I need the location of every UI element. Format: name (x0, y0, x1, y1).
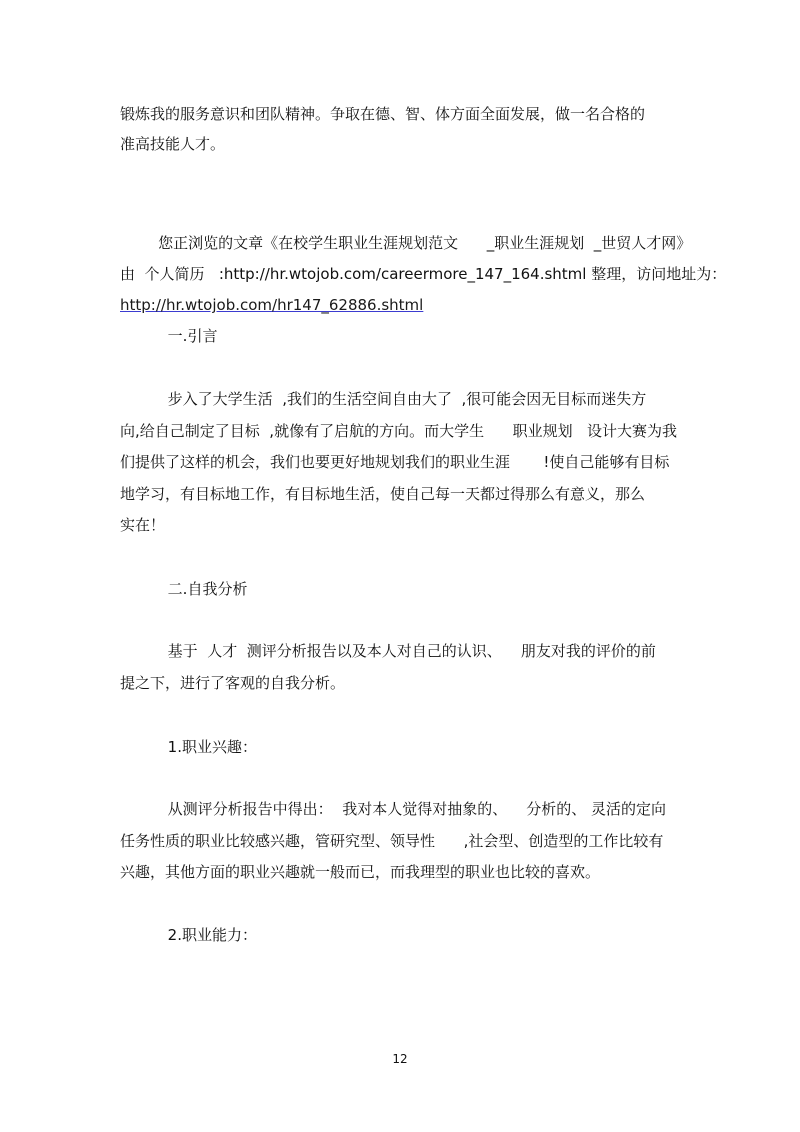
text-line: 地学习，有目标地工作，有目标地生活，使自己每一天都过得那么有意义，那么 (120, 485, 646, 503)
subsection-heading: 2.职业能力： (120, 926, 257, 944)
text-line: 锻炼我的服务意识和团队精神。争取在德、智、体方面全面发展，做一名合格的 (120, 105, 646, 123)
text-line: 由 个人简历 :http://hr.wtojob.com/careermore_147_164.shtml 整理，访问地址为： (120, 265, 727, 283)
text-line: 实在！ (120, 516, 166, 534)
text-line: 兴趣，其他方面的职业兴趣就一般而已，而我理型的职业也比较的喜欢。 (120, 863, 601, 881)
text-line: 您正浏览的文章《在校学生职业生涯规划范文 _职业生涯规划 _世贸人才网》 (120, 234, 692, 252)
text-line: 任务性质的职业比较感兴趣，管研究型、领导性 ,社会型、创造型的工作比较有 (120, 832, 664, 850)
text-line: 们提供了这样的机会，我们也要更好地规划我们的职业生涯 !使自己能够有目标 (120, 453, 670, 471)
text-line: 提之下，进行了客观的自我分析。 (120, 674, 346, 692)
text-line: 向,给自己制定了目标 ,就像有了启航的方向。而大学生 职业规划 设计大赛为我 (120, 422, 677, 440)
text-line: 准高技能人才。 (120, 135, 226, 153)
subsection-heading: 1.职业兴趣： (120, 738, 257, 756)
text-line: 基于 人才 测评分析报告以及本人对自己的认识、 朋友对我的评价的前 (120, 642, 656, 660)
section-heading: 一.引言 (120, 327, 218, 345)
text-line: 步入了大学生活 ,我们的生活空间自由大了 ,很可能会因无目标而迷失方 (120, 390, 647, 408)
article-link[interactable]: http://hr.wtojob.com/hr147_62886.shtml (120, 296, 424, 314)
section-heading: 二.自我分析 (120, 580, 248, 598)
text-line: 从测评分析报告中得出： 我对本人觉得对抽象的、 分析的、 灵活的定向 (120, 800, 667, 818)
page-number: 12 (392, 1052, 408, 1066)
